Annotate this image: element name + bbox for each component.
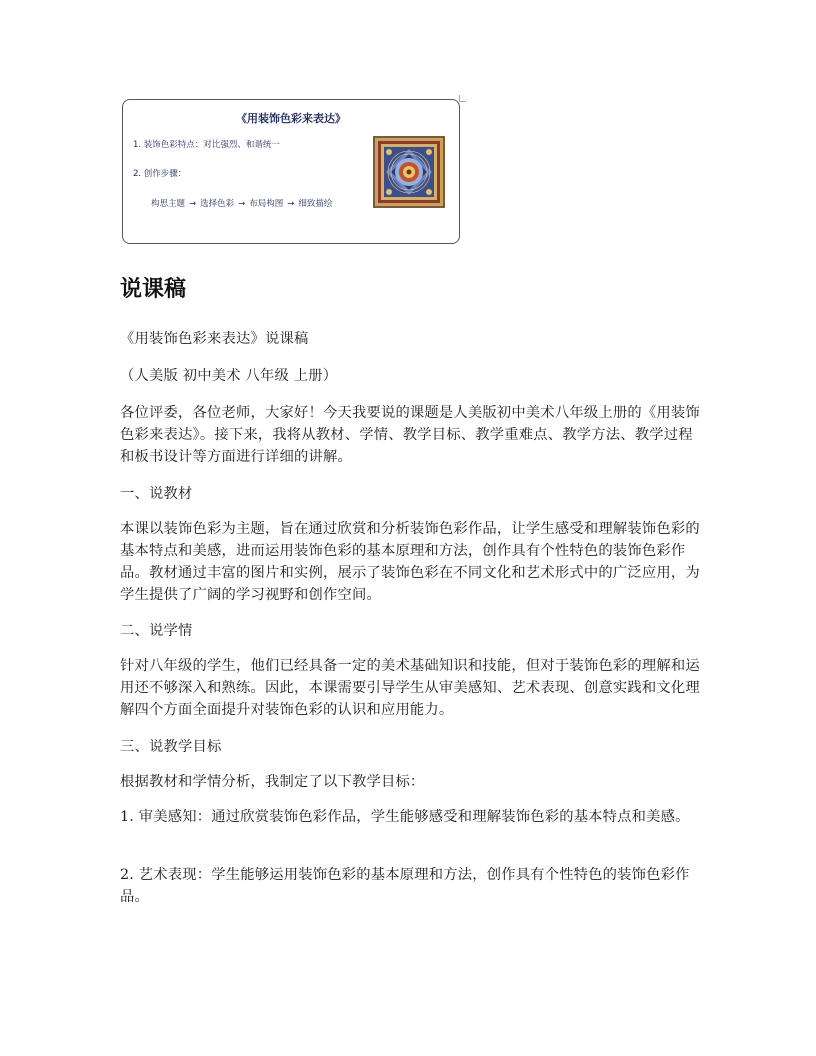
arrow-icon: → — [238, 199, 246, 209]
step-1: 构思主题 — [151, 199, 186, 209]
mandala-artwork-image — [373, 136, 445, 208]
step-2: 选择色彩 — [200, 199, 235, 209]
goal-item-2: 2. 艺术表现：学生能够运用装饰色彩的基本原理和方法，创作具有个性特色的装饰色彩作品。 — [120, 867, 690, 905]
paragraph-edition: （人美版 初中美术 八年级 上册） — [120, 368, 338, 384]
slide-steps — [151, 197, 332, 209]
step-4: 细致描绘 — [298, 199, 333, 209]
paragraph-intro: 各位评委，各位老师，大家好！今天我要说的课题是人美版初中美术八年级上册的《用装饰色彩来表达》。接下来，我将从教材、学情、教学目标、教学重难点、教学方法、教学过程和板书设计等方面进行详细的讲解。 — [120, 405, 700, 465]
section-heading-students: 二、说学情 — [120, 623, 193, 639]
document-heading: 说课稿 — [120, 277, 187, 302]
slide-thumbnail — [122, 99, 460, 244]
arrow-icon: → — [287, 199, 295, 209]
slide-point-1: 1. 装饰色彩特点：对比强烈、和谐统一 — [133, 140, 280, 150]
section-heading-goals: 三、说教学目标 — [120, 739, 222, 755]
goal-item-1: 1. 审美感知：通过欣赏装饰色彩作品，学生能够感受和理解装饰色彩的基本特点和美感。 — [120, 809, 690, 825]
paragraph-title: 《用装饰色彩来表达》说课稿 — [120, 331, 309, 347]
paragraph-textbook: 本课以装饰色彩为主题，旨在通过欣赏和分析装饰色彩作品，让学生感受和理解装饰色彩的基本特点和美感，进而运用装饰色彩的基本原理和方法，创作具有个性特色的装饰色彩作品。教材通过丰富的图片和实例，展示了装饰色彩在不同文化和艺术形式中的广泛应用，为学生提供了广阔的学习视野和创作空间。 — [120, 521, 700, 603]
slide-point-2: 2. 创作步骤： — [133, 169, 187, 179]
paragraph-goals-intro: 根据教材和学情分析，我制定了以下教学目标： — [120, 774, 425, 790]
arrow-icon: → — [189, 199, 197, 209]
section-heading-textbook: 一、说教材 — [120, 486, 193, 502]
paragraph-students: 针对八年级的学生，他们已经具备一定的美术基础知识和技能，但对于装饰色彩的理解和运用还不够深入和熟练。因此，本课需要引导学生从审美感知、艺术表现、创意实践和文化理解四个方面全面提升对装饰色彩的认识和应用能力。 — [120, 658, 700, 718]
corner-mark — [459, 95, 466, 102]
slide-title: 《用装饰色彩来表达》 — [236, 112, 346, 125]
step-3: 布局构图 — [249, 199, 284, 209]
